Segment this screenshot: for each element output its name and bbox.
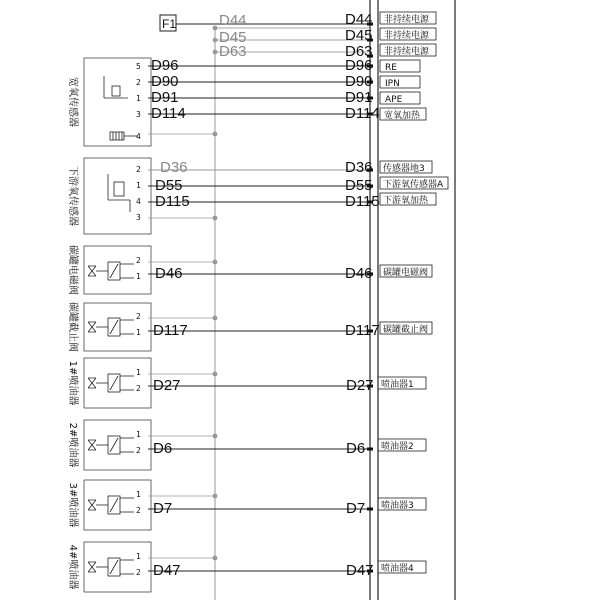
top-wire-id: D44 <box>345 11 373 28</box>
component-injector-2 <box>67 420 426 470</box>
wire-id: D7 <box>153 500 173 517</box>
wire-id: D27 <box>346 377 374 394</box>
pin-number: 2 <box>136 446 141 455</box>
coil-symbol <box>88 374 134 392</box>
component-canister-cutoff <box>67 302 432 352</box>
component-box <box>84 358 151 408</box>
component-name: 碳罐电磁阀 <box>67 245 78 295</box>
top-wire-texts <box>219 11 436 60</box>
top-wire-grey-id: D44 <box>219 12 247 29</box>
pin-number: 1 <box>136 368 141 377</box>
component-name: 1#喷油器 <box>67 360 78 406</box>
component-box <box>84 480 151 530</box>
wire-grey-id: D36 <box>160 159 188 176</box>
wire-label: 喷油器3 <box>381 501 414 511</box>
component-box <box>84 303 151 351</box>
component-injector-3 <box>67 480 426 530</box>
component-downstream-sensor <box>67 158 448 234</box>
pin-number: 1 <box>136 181 141 190</box>
coil-symbol <box>88 318 134 336</box>
wire-label: 喷油器2 <box>381 442 414 452</box>
top-wire-label: 非持续电源 <box>384 15 430 25</box>
junction-dot <box>213 50 218 55</box>
wire-id: D91 <box>151 89 179 106</box>
wire-label: 喷油器4 <box>381 564 414 574</box>
wire-label: 喷油器1 <box>381 380 414 390</box>
wire-label: 下游氧加热 <box>383 196 429 206</box>
pin-number: 3 <box>136 213 141 222</box>
component-name: 2#喷油器 <box>67 422 78 468</box>
component-wideband-sensor <box>67 57 426 146</box>
component-injector-4 <box>67 542 426 592</box>
pin-number: 2 <box>136 256 141 265</box>
pin-number: 1 <box>136 328 141 337</box>
component-box <box>84 542 151 592</box>
component-name: 4#喷油器 <box>67 544 78 590</box>
wire-id: D117 <box>345 322 380 339</box>
top-wire-grey-id: D63 <box>219 43 247 60</box>
component-name: 3#喷油器 <box>67 482 78 528</box>
pin-number: 2 <box>136 165 141 174</box>
wire-id: D114 <box>151 105 186 122</box>
wire-id: D90 <box>151 73 179 90</box>
wire-label: RE <box>385 63 397 73</box>
pin-number: 1 <box>136 94 141 103</box>
wire-id: D36 <box>345 159 373 176</box>
pin-number: 1 <box>136 430 141 439</box>
wire-id: D27 <box>153 377 181 394</box>
wire-id: D96 <box>151 57 179 74</box>
junction-dot <box>213 38 218 43</box>
wire-id: D115 <box>155 193 190 210</box>
top-wire-id: D63 <box>345 43 373 60</box>
top-wire-label: 非持续电源 <box>384 47 430 57</box>
pin-number: 2 <box>136 312 141 321</box>
pin-number: 1 <box>136 552 141 561</box>
wire-id: D55 <box>345 177 373 194</box>
fuse-f1-label: F1 <box>162 17 177 31</box>
wire-id: D96 <box>345 57 373 74</box>
sensor-symbol <box>108 174 130 212</box>
component-canister-solenoid <box>67 245 432 295</box>
pin-number: 4 <box>136 132 141 141</box>
coil-symbol <box>88 436 134 454</box>
wire-id: D47 <box>153 562 181 579</box>
coil-symbol <box>88 496 134 514</box>
wire-id: D46 <box>345 265 373 282</box>
top-wire-label: 非持续电源 <box>384 31 430 41</box>
top-wire-grey-id: D45 <box>219 29 247 46</box>
wire-id: D90 <box>345 73 373 90</box>
wire-id: D7 <box>346 500 366 517</box>
wire-id: D6 <box>153 440 173 457</box>
junction-dot <box>213 26 218 31</box>
pin-number: 3 <box>136 110 141 119</box>
pin-number: 5 <box>136 62 141 71</box>
component-name: 碳罐截止阀 <box>67 302 78 352</box>
wire-label: 碳罐截止阀 <box>383 325 429 335</box>
pin-number: 2 <box>136 506 141 515</box>
fuse-f1 <box>160 15 370 31</box>
wire-label: 传感器地3 <box>383 164 425 174</box>
wire-id: D47 <box>346 562 374 579</box>
wire-id: D55 <box>155 177 183 194</box>
top-wire-id: D45 <box>345 27 373 44</box>
pin-number: 2 <box>136 568 141 577</box>
pin-number: 2 <box>136 78 141 87</box>
wire-label: 宽氧加热 <box>384 111 421 121</box>
wire-label: APE <box>385 95 403 105</box>
wire-label: 下游氧传感器A <box>383 180 444 190</box>
component-box <box>84 420 151 470</box>
wire-id: D46 <box>155 265 183 282</box>
component-box <box>84 58 151 146</box>
pin-number: 2 <box>136 384 141 393</box>
pin-number: 1 <box>136 272 141 281</box>
component-box <box>84 246 151 294</box>
sensor-symbol <box>104 76 138 140</box>
component-name: 宽氧传感器 <box>67 77 78 127</box>
component-name: 下游氧传感器 <box>67 166 78 226</box>
pin-number: 1 <box>136 490 141 499</box>
component-injector-1 <box>67 358 426 408</box>
wire-id: D91 <box>345 89 373 106</box>
wire-id: D6 <box>346 440 366 457</box>
wire-id: D114 <box>345 105 380 122</box>
pin-numbers <box>136 165 141 222</box>
pin-numbers <box>136 62 141 141</box>
wire-label: 碳罐电磁阀 <box>383 268 429 278</box>
coil-symbol <box>88 558 134 576</box>
wire-label: IPN <box>385 79 400 89</box>
pin-number: 4 <box>136 197 141 206</box>
coil-symbol <box>88 262 134 280</box>
wire-id: D117 <box>153 322 188 339</box>
wire-id: D115 <box>345 193 380 210</box>
